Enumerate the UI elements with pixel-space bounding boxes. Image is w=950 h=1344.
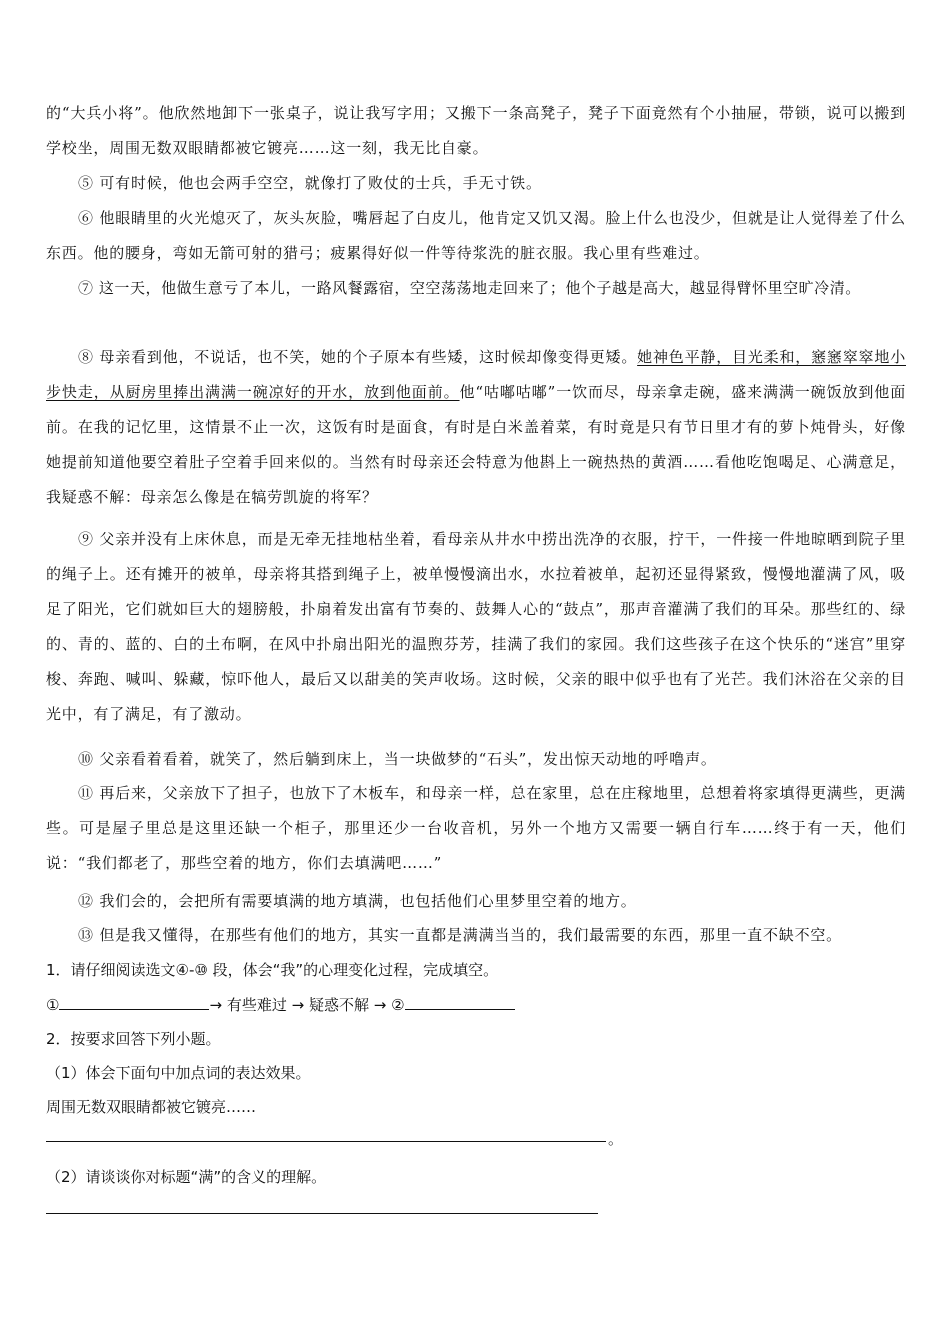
paragraph-5: ⑤ 可有时候，他也会两手空空，就像打了败仗的士兵，手无寸铁。 [78, 174, 542, 192]
paragraph-4-continued: 的“大兵小将”。他欣然地卸下一张桌子，说让我写字用；又搬下一条高凳子，凳子下面竟然有个小抽屉，带锁，说可以搬到学校坐，周围无数双眼睛都被它镀亮……这一刻，我无比自豪。 [46, 104, 906, 157]
answer-line-2-1[interactable] [46, 1140, 606, 1142]
question-1: 1．请仔细阅读选文④-⑩ 段，体会“我”的心理变化过程，完成填空。 [46, 961, 499, 979]
answer-blank-1[interactable] [59, 991, 209, 1010]
paragraph-8-part-b: 他“咕嘟咕嘟”一饮而尽，母亲拿走碗，盛来满满一碗饭放到他面前。在我的记忆里，这情景不止一次，这饭有时是面食，有时是白米盖着菜，有时竟是只有节日里才有的萝卜炖骨头，好像她提前知道他要空着肚子空着手回来似的。当然有时母亲还会特意为他斟上一碗热热的黄酒……看他吃饱喝足、心满意足，我疑惑不解：母亲怎么像是在犒劳凯旋的将军？ [46, 383, 906, 506]
question-1-flow [46, 988, 515, 1023]
flow-arrow-3: → [373, 996, 387, 1014]
flow-start-marker: ① [46, 996, 60, 1014]
answer-line-2-2[interactable] [46, 1212, 598, 1214]
paragraph-8 [46, 340, 906, 515]
paragraph-8-underlined-sentence: 她神色平静，目光柔和，窸窸窣窣地小步快走，从厨房里捧出满满一碗凉好的开水，放到他面前。 [46, 348, 906, 401]
paragraph-7: ⑦ 这一天，他做生意亏了本儿，一路风餐露宿，空空荡荡地走回来了；他个子越是高大，越显得臂怀里空旷冷清。 [78, 279, 861, 297]
paragraph-12: ⑫ 我们会的，会把所有需要填满的地方填满，也包括他们心里梦里空着的地方。 [78, 892, 637, 910]
paragraph-9: ⑨ 父亲并没有上床休息，而是无牵无挂地枯坐着，看母亲从井水中捞出洗净的衣服，拧干，一件接一件地晾晒到院子里的绳子上。还有摊开的被单，母亲将其搭到绳子上，被单慢慢滴出水，水拉着被单，起初还显得紧致，慢慢地灌满了风，吸足了阳光，它们就如巨大的翅膀般，扑扇着发出富有节奏的、鼓舞人心的“鼓点”，那声音灌满了我们的耳朵。那些红的、绿的、青的、蓝的、白的土布啊，在风中扑扇出阳光的温煦芬芳，挂满了我们的家园。我们这些孩子在这个快乐的“迷宫”里穿梭、奔跑、喊叫、躲藏，惊吓他人，最后又以甜美的笑声收场。这时候，父亲的眼中似乎也有了光芒。我们沐浴在父亲的目光中，有了满足，有了激动。 [46, 530, 906, 723]
flow-arrow-1: → [209, 996, 223, 1014]
flow-end-marker: ② [391, 996, 405, 1014]
question-2: 2．按要求回答下列小题。 [46, 1030, 221, 1048]
paragraph-6: ⑥ 他眼睛里的火光熄灭了，灰头灰脸，嘴唇起了白皮儿，他肯定又饥又渴。脸上什么也没少，但就是让人觉得差了什么东西。他的腰身，弯如无箭可射的猎弓；疲累得好似一件等待浆洗的脏衣服。我心里有些难过。 [46, 209, 906, 262]
answer-blank-2[interactable] [405, 991, 515, 1010]
paragraph-10: ⑩ 父亲看着看着，就笑了，然后躺到床上，当一块做梦的“石头”，发出惊天动地的呼噜声。 [78, 750, 717, 768]
question-2-1: （1）体会下面句中加点词的表达效果。 [46, 1064, 311, 1082]
paragraph-11: ⑪ 再后来，父亲放下了担子，也放下了木板车，和母亲一样，总在家里，总在庄稼地里，总想着将家填得更满些，更满些。可是屋子里总是这里还缺一个柜子，那里还少一台收音机，另外一个地方又需要一辆自行车……终于有一天，他们说：“我们都老了，那些空着的地方，你们去填满吧……” [46, 784, 906, 872]
question-2-1-sentence: 周围无数双眼睛都被它镀亮…… [46, 1098, 257, 1116]
flow-step-2: 有些难过 [226, 996, 287, 1014]
flow-step-3: 疑惑不解 [308, 996, 369, 1014]
flow-arrow-2: → [291, 996, 305, 1014]
paragraph-8-part-a: ⑧ 母亲看到他，不说话，也不笑，她的个子原本有些矮，这时候却像变得更矮。 [78, 348, 638, 366]
answer-line-2-1-period: 。 [608, 1130, 624, 1148]
paragraph-13: ⑬ 但是我又懂得，在那些有他们的地方，其实一直都是满满当当的，我们最需要的东西，那里一直不缺不空。 [78, 926, 842, 944]
question-2-2: （2）请谈谈你对标题“满”的含义的理解。 [46, 1168, 327, 1186]
